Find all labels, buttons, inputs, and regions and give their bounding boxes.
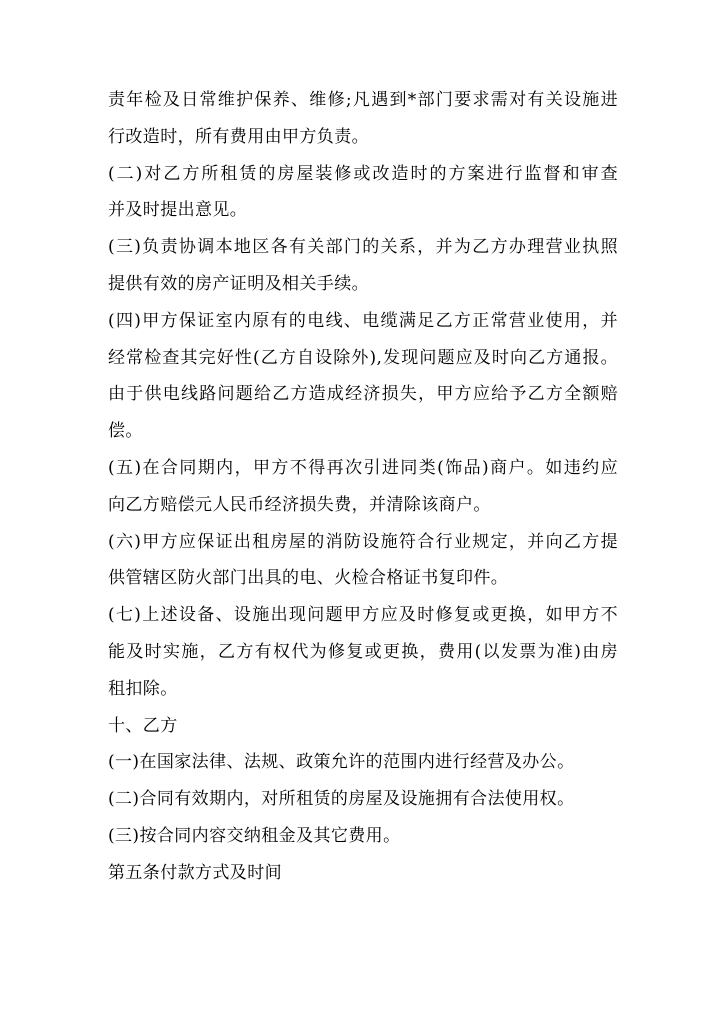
- text-line: 租扣除。: [108, 678, 178, 699]
- text-line: (七)上述设备、设施出现问题甲方应及时修复或更换，如甲方不: [108, 605, 618, 626]
- text-line: 责年检及日常维护保养、维修;凡遇到*部门要求需对有关设施进: [108, 90, 618, 110]
- text-line: (六)甲方应保证出租房屋的消防设施符合行业规定，并向乙方提: [108, 531, 618, 552]
- section-heading: 第五条付款方式及时间: [108, 862, 282, 883]
- section-heading: 十、乙方: [108, 715, 178, 736]
- text-line: 向乙方赔偿元人民币经济损失费，并清除该商户。: [108, 494, 491, 515]
- text-line: (二)对乙方所租赁的房屋装修或改造时的方案进行监督和审查: [108, 163, 618, 184]
- text-line: (三)按合同内容交纳租金及其它费用。: [108, 825, 401, 846]
- text-line: (二)合同有效期内，对所租赁的房屋及设施拥有合法使用权。: [108, 789, 575, 810]
- text-line: 经常检查其完好性(乙方自设除外),发现问题应及时向乙方通报。: [108, 347, 618, 368]
- text-line: (一)在国家法律、法规、政策允许的范围内进行经营及办公。: [108, 752, 575, 773]
- document-body: [108, 82, 618, 892]
- text-line: (五)在合同期内，甲方不得再次引进同类(饰品)商户。如违约应: [108, 457, 618, 478]
- text-line: 能及时实施，乙方有权代为修复或更换，费用(以发票为准)由房: [108, 641, 618, 662]
- text-line: 由于供电线路问题给乙方造成经济损失，甲方应给予乙方全额赔: [108, 384, 618, 405]
- text-line: 偿。: [108, 421, 143, 442]
- text-line: (三)负责协调本地区各有关部门的关系，并为乙方办理营业执照: [108, 237, 618, 258]
- text-line: 提供有效的房产证明及相关手续。: [108, 273, 369, 294]
- text-line: (四)甲方保证室内原有的电线、电缆满足乙方正常营业使用，并: [108, 310, 618, 331]
- text-line: 行改造时，所有费用由甲方负责。: [108, 126, 369, 147]
- text-line: 并及时提出意见。: [108, 200, 248, 221]
- text-line: 供管辖区防火部门出具的电、火检合格证书复印件。: [108, 568, 509, 589]
